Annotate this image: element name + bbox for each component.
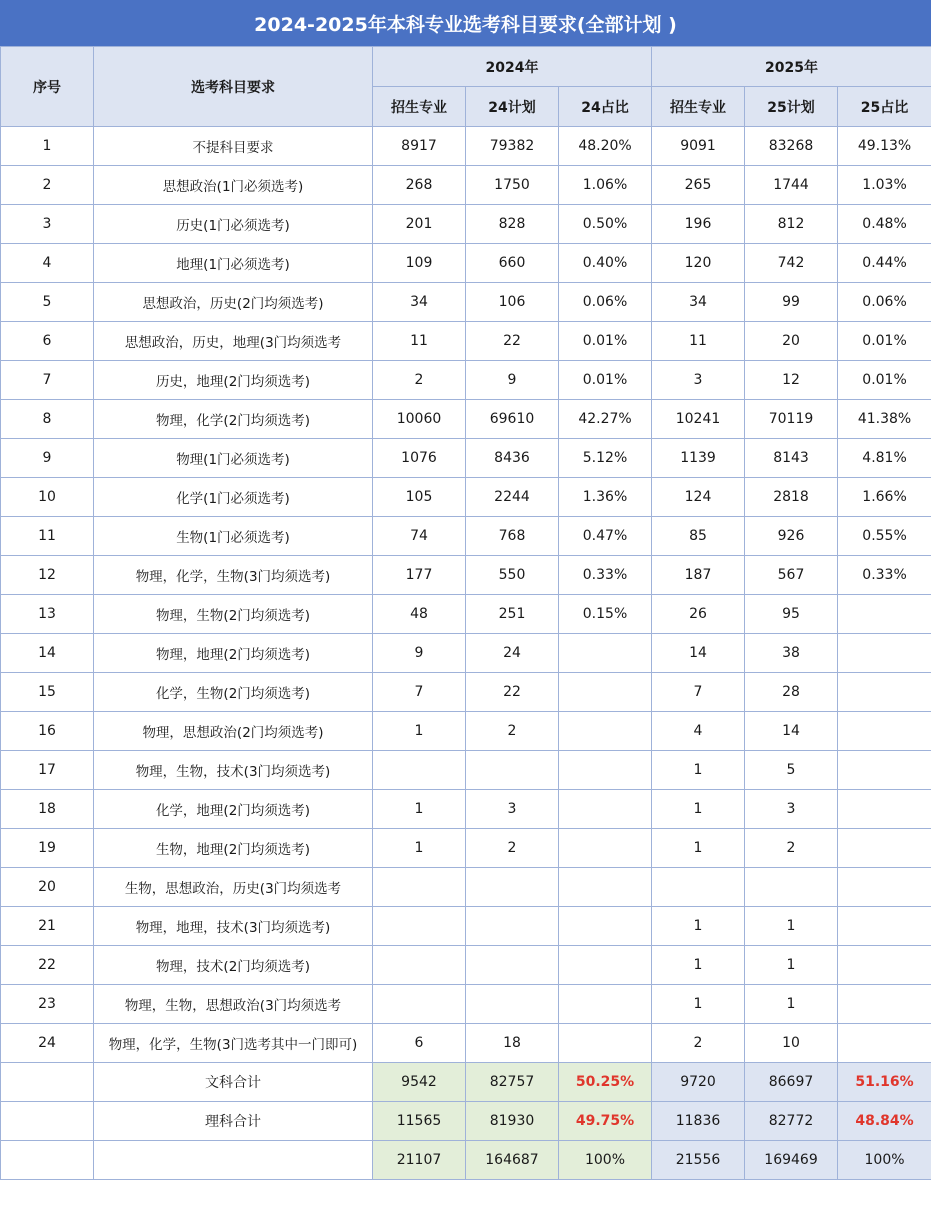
row-ratio-25	[838, 946, 931, 985]
row-ratio-24: 42.27%	[559, 400, 652, 439]
row-majors-24: 177	[373, 556, 466, 595]
row-ratio-25: 4.81%	[838, 439, 931, 478]
row-ratio-25	[838, 868, 931, 907]
table-row	[1, 478, 931, 517]
row-plan-24: 1750	[466, 166, 559, 205]
table-row	[1, 712, 931, 751]
table-row	[1, 985, 931, 1024]
row-ratio-24: 0.01%	[559, 322, 652, 361]
table-row	[1, 868, 931, 907]
row-ratio-24: 0.47%	[559, 517, 652, 556]
table-row	[1, 1024, 931, 1063]
row-majors-25	[652, 868, 745, 907]
row-seq: 2	[1, 166, 94, 205]
row-requirement: 物理，化学(2门均须选考)	[94, 400, 373, 439]
row-majors-25: 9091	[652, 127, 745, 166]
summary-ratio-25: 48.84%	[838, 1102, 931, 1141]
row-plan-25: 1744	[745, 166, 838, 205]
summary-row	[1, 1102, 931, 1141]
row-seq: 17	[1, 751, 94, 790]
row-requirement: 生物(1门必须选考)	[94, 517, 373, 556]
row-seq: 12	[1, 556, 94, 595]
row-majors-24	[373, 907, 466, 946]
row-plan-25: 14	[745, 712, 838, 751]
table-row	[1, 127, 931, 166]
header-seq: 序号	[1, 47, 94, 127]
table-row	[1, 361, 931, 400]
row-seq: 14	[1, 634, 94, 673]
row-plan-24: 828	[466, 205, 559, 244]
row-ratio-25	[838, 595, 931, 634]
row-requirement: 化学(1门必须选考)	[94, 478, 373, 517]
subject-requirements-table	[0, 46, 931, 1180]
row-ratio-24	[559, 790, 652, 829]
summary-ratio-25: 51.16%	[838, 1063, 931, 1102]
row-majors-25: 120	[652, 244, 745, 283]
table-row	[1, 673, 931, 712]
row-requirement: 物理，思想政治(2门均须选考)	[94, 712, 373, 751]
row-majors-25: 14	[652, 634, 745, 673]
row-ratio-24	[559, 985, 652, 1024]
row-requirement: 思想政治，历史，地理(3门均须选考	[94, 322, 373, 361]
row-ratio-24: 48.20%	[559, 127, 652, 166]
row-requirement: 思想政治(1门必须选考)	[94, 166, 373, 205]
summary-ratio-24: 50.25%	[559, 1063, 652, 1102]
row-plan-24: 22	[466, 322, 559, 361]
table-row	[1, 556, 931, 595]
row-majors-25: 1	[652, 790, 745, 829]
summary-label: 文科合计	[94, 1063, 373, 1102]
row-plan-25: 2	[745, 829, 838, 868]
row-majors-24: 1076	[373, 439, 466, 478]
row-seq: 19	[1, 829, 94, 868]
table-row	[1, 439, 931, 478]
table-row	[1, 634, 931, 673]
summary-label: 理科合计	[94, 1102, 373, 1141]
header-requirement: 选考科目要求	[94, 47, 373, 127]
row-requirement: 生物，地理(2门均须选考)	[94, 829, 373, 868]
header-plan-25: 25计划	[745, 87, 838, 127]
row-majors-24	[373, 946, 466, 985]
row-ratio-24	[559, 634, 652, 673]
summary-seq	[1, 1063, 94, 1102]
row-ratio-25	[838, 751, 931, 790]
row-seq: 23	[1, 985, 94, 1024]
row-plan-24: 106	[466, 283, 559, 322]
summary-label	[94, 1141, 373, 1180]
summary-ratio-24: 100%	[559, 1141, 652, 1180]
row-seq: 15	[1, 673, 94, 712]
row-requirement: 物理，地理(2门均须选考)	[94, 634, 373, 673]
row-requirement: 物理，生物，思想政治(3门均须选考	[94, 985, 373, 1024]
row-plan-24: 550	[466, 556, 559, 595]
row-plan-25: 5	[745, 751, 838, 790]
row-majors-24: 268	[373, 166, 466, 205]
row-plan-24	[466, 946, 559, 985]
row-plan-24: 22	[466, 673, 559, 712]
row-plan-25: 70119	[745, 400, 838, 439]
row-ratio-25: 41.38%	[838, 400, 931, 439]
summary-ratio-25: 100%	[838, 1141, 931, 1180]
row-ratio-25	[838, 634, 931, 673]
row-ratio-25	[838, 829, 931, 868]
row-seq: 24	[1, 1024, 94, 1063]
row-requirement: 生物，思想政治，历史(3门均须选考	[94, 868, 373, 907]
row-majors-25: 1	[652, 829, 745, 868]
row-majors-25: 4	[652, 712, 745, 751]
row-ratio-24	[559, 829, 652, 868]
row-ratio-24	[559, 712, 652, 751]
row-plan-24: 2244	[466, 478, 559, 517]
row-ratio-24: 0.50%	[559, 205, 652, 244]
row-ratio-24	[559, 907, 652, 946]
row-plan-25: 926	[745, 517, 838, 556]
row-ratio-24	[559, 673, 652, 712]
table-row	[1, 595, 931, 634]
row-ratio-24: 1.36%	[559, 478, 652, 517]
row-requirement: 物理，技术(2门均须选考)	[94, 946, 373, 985]
table-row	[1, 790, 931, 829]
row-ratio-25	[838, 985, 931, 1024]
row-majors-24	[373, 868, 466, 907]
row-plan-24	[466, 985, 559, 1024]
row-plan-25: 2818	[745, 478, 838, 517]
row-majors-24: 201	[373, 205, 466, 244]
row-majors-25: 26	[652, 595, 745, 634]
table-row	[1, 946, 931, 985]
header-year-2025: 2025年	[652, 47, 931, 87]
row-seq: 20	[1, 868, 94, 907]
row-plan-24: 18	[466, 1024, 559, 1063]
row-ratio-25	[838, 673, 931, 712]
summary-plan-24: 81930	[466, 1102, 559, 1141]
row-requirement: 化学，地理(2门均须选考)	[94, 790, 373, 829]
row-seq: 3	[1, 205, 94, 244]
summary-plan-25: 82772	[745, 1102, 838, 1141]
row-plan-24	[466, 907, 559, 946]
row-majors-24: 8917	[373, 127, 466, 166]
row-ratio-24: 0.06%	[559, 283, 652, 322]
row-majors-24: 34	[373, 283, 466, 322]
row-ratio-24	[559, 868, 652, 907]
row-requirement: 思想政治，历史(2门均须选考)	[94, 283, 373, 322]
header-majors-24: 招生专业	[373, 87, 466, 127]
row-seq: 21	[1, 907, 94, 946]
row-requirement: 物理，生物，技术(3门均须选考)	[94, 751, 373, 790]
row-majors-24: 10060	[373, 400, 466, 439]
row-requirement: 物理(1门必须选考)	[94, 439, 373, 478]
row-majors-25: 1	[652, 907, 745, 946]
row-requirement: 物理，生物(2门均须选考)	[94, 595, 373, 634]
row-plan-24: 2	[466, 829, 559, 868]
row-plan-25: 20	[745, 322, 838, 361]
row-ratio-25: 0.06%	[838, 283, 931, 322]
row-plan-25	[745, 868, 838, 907]
row-plan-24: 69610	[466, 400, 559, 439]
row-ratio-24: 0.40%	[559, 244, 652, 283]
table-row	[1, 517, 931, 556]
summary-plan-25: 169469	[745, 1141, 838, 1180]
row-ratio-24: 0.33%	[559, 556, 652, 595]
row-majors-24: 2	[373, 361, 466, 400]
summary-majors-24: 11565	[373, 1102, 466, 1141]
row-plan-24: 768	[466, 517, 559, 556]
row-ratio-24: 5.12%	[559, 439, 652, 478]
row-plan-25: 99	[745, 283, 838, 322]
row-plan-25: 812	[745, 205, 838, 244]
row-seq: 22	[1, 946, 94, 985]
summary-plan-24: 82757	[466, 1063, 559, 1102]
summary-row	[1, 1063, 931, 1102]
table-row	[1, 400, 931, 439]
row-majors-24: 6	[373, 1024, 466, 1063]
summary-ratio-24: 49.75%	[559, 1102, 652, 1141]
row-seq: 6	[1, 322, 94, 361]
table-row	[1, 166, 931, 205]
row-plan-24: 3	[466, 790, 559, 829]
row-majors-24: 1	[373, 790, 466, 829]
row-plan-25: 10	[745, 1024, 838, 1063]
row-seq: 10	[1, 478, 94, 517]
row-ratio-24: 1.06%	[559, 166, 652, 205]
row-plan-25: 38	[745, 634, 838, 673]
row-plan-25: 3	[745, 790, 838, 829]
summary-majors-24: 9542	[373, 1063, 466, 1102]
row-plan-25: 83268	[745, 127, 838, 166]
row-plan-25: 12	[745, 361, 838, 400]
table-row	[1, 283, 931, 322]
table-row	[1, 751, 931, 790]
row-plan-25: 28	[745, 673, 838, 712]
row-plan-24: 79382	[466, 127, 559, 166]
row-majors-25: 124	[652, 478, 745, 517]
row-majors-24: 1	[373, 712, 466, 751]
header-ratio-24: 24占比	[559, 87, 652, 127]
row-plan-24: 2	[466, 712, 559, 751]
row-plan-24: 8436	[466, 439, 559, 478]
header-majors-25: 招生专业	[652, 87, 745, 127]
row-majors-25: 85	[652, 517, 745, 556]
summary-seq	[1, 1102, 94, 1141]
row-ratio-25	[838, 712, 931, 751]
row-majors-25: 265	[652, 166, 745, 205]
summary-plan-25: 86697	[745, 1063, 838, 1102]
row-plan-25: 742	[745, 244, 838, 283]
table-row	[1, 829, 931, 868]
table-row	[1, 907, 931, 946]
row-plan-25: 567	[745, 556, 838, 595]
row-ratio-25: 0.01%	[838, 361, 931, 400]
row-plan-24: 660	[466, 244, 559, 283]
row-plan-24	[466, 751, 559, 790]
row-seq: 11	[1, 517, 94, 556]
row-requirement: 历史(1门必须选考)	[94, 205, 373, 244]
row-plan-24: 24	[466, 634, 559, 673]
summary-majors-25: 11836	[652, 1102, 745, 1141]
row-ratio-25: 1.66%	[838, 478, 931, 517]
table-row	[1, 322, 931, 361]
row-plan-25: 1	[745, 946, 838, 985]
summary-row	[1, 1141, 931, 1180]
row-majors-25: 1	[652, 985, 745, 1024]
table-title: 2024-2025年本科专业选考科目要求(全部计划 )	[0, 0, 931, 46]
row-plan-25: 8143	[745, 439, 838, 478]
row-majors-25: 11	[652, 322, 745, 361]
table-row	[1, 244, 931, 283]
summary-majors-25: 21556	[652, 1141, 745, 1180]
header-ratio-25: 25占比	[838, 87, 931, 127]
row-ratio-24	[559, 946, 652, 985]
row-majors-25: 1	[652, 946, 745, 985]
row-plan-25: 1	[745, 907, 838, 946]
row-seq: 9	[1, 439, 94, 478]
summary-majors-24: 21107	[373, 1141, 466, 1180]
row-seq: 18	[1, 790, 94, 829]
row-majors-25: 3	[652, 361, 745, 400]
row-majors-24: 105	[373, 478, 466, 517]
summary-plan-24: 164687	[466, 1141, 559, 1180]
row-ratio-25: 0.55%	[838, 517, 931, 556]
row-seq: 7	[1, 361, 94, 400]
row-seq: 5	[1, 283, 94, 322]
header-plan-24: 24计划	[466, 87, 559, 127]
row-ratio-25: 0.48%	[838, 205, 931, 244]
summary-majors-25: 9720	[652, 1063, 745, 1102]
row-ratio-24: 0.01%	[559, 361, 652, 400]
row-majors-24: 109	[373, 244, 466, 283]
row-plan-24: 9	[466, 361, 559, 400]
row-ratio-25: 49.13%	[838, 127, 931, 166]
table-row	[1, 205, 931, 244]
row-majors-25: 7	[652, 673, 745, 712]
row-plan-24	[466, 868, 559, 907]
row-majors-24: 11	[373, 322, 466, 361]
row-requirement: 历史，地理(2门均须选考)	[94, 361, 373, 400]
row-seq: 16	[1, 712, 94, 751]
row-majors-25: 2	[652, 1024, 745, 1063]
row-majors-24: 48	[373, 595, 466, 634]
row-ratio-25: 0.33%	[838, 556, 931, 595]
row-majors-25: 34	[652, 283, 745, 322]
row-ratio-25: 0.01%	[838, 322, 931, 361]
row-requirement: 物理，地理，技术(3门均须选考)	[94, 907, 373, 946]
row-seq: 13	[1, 595, 94, 634]
summary-seq	[1, 1141, 94, 1180]
row-requirement: 化学，生物(2门均须选考)	[94, 673, 373, 712]
row-ratio-25	[838, 907, 931, 946]
row-requirement: 地理(1门必须选考)	[94, 244, 373, 283]
row-majors-25: 1139	[652, 439, 745, 478]
row-plan-24: 251	[466, 595, 559, 634]
row-plan-25: 1	[745, 985, 838, 1024]
header-year-2024: 2024年	[373, 47, 652, 87]
row-majors-25: 10241	[652, 400, 745, 439]
row-requirement: 物理，化学，生物(3门均须选考)	[94, 556, 373, 595]
row-ratio-25	[838, 1024, 931, 1063]
row-ratio-25: 0.44%	[838, 244, 931, 283]
row-majors-25: 187	[652, 556, 745, 595]
row-majors-24: 74	[373, 517, 466, 556]
row-seq: 1	[1, 127, 94, 166]
row-majors-24: 9	[373, 634, 466, 673]
row-ratio-24	[559, 751, 652, 790]
row-ratio-25: 1.03%	[838, 166, 931, 205]
row-majors-24	[373, 985, 466, 1024]
row-majors-25: 196	[652, 205, 745, 244]
row-ratio-25	[838, 790, 931, 829]
row-requirement: 物理，化学，生物(3门选考其中一门即可)	[94, 1024, 373, 1063]
row-seq: 4	[1, 244, 94, 283]
row-majors-24: 7	[373, 673, 466, 712]
row-plan-25: 95	[745, 595, 838, 634]
row-ratio-24: 0.15%	[559, 595, 652, 634]
row-majors-25: 1	[652, 751, 745, 790]
row-requirement: 不提科目要求	[94, 127, 373, 166]
row-seq: 8	[1, 400, 94, 439]
row-majors-24	[373, 751, 466, 790]
row-ratio-24	[559, 1024, 652, 1063]
row-majors-24: 1	[373, 829, 466, 868]
